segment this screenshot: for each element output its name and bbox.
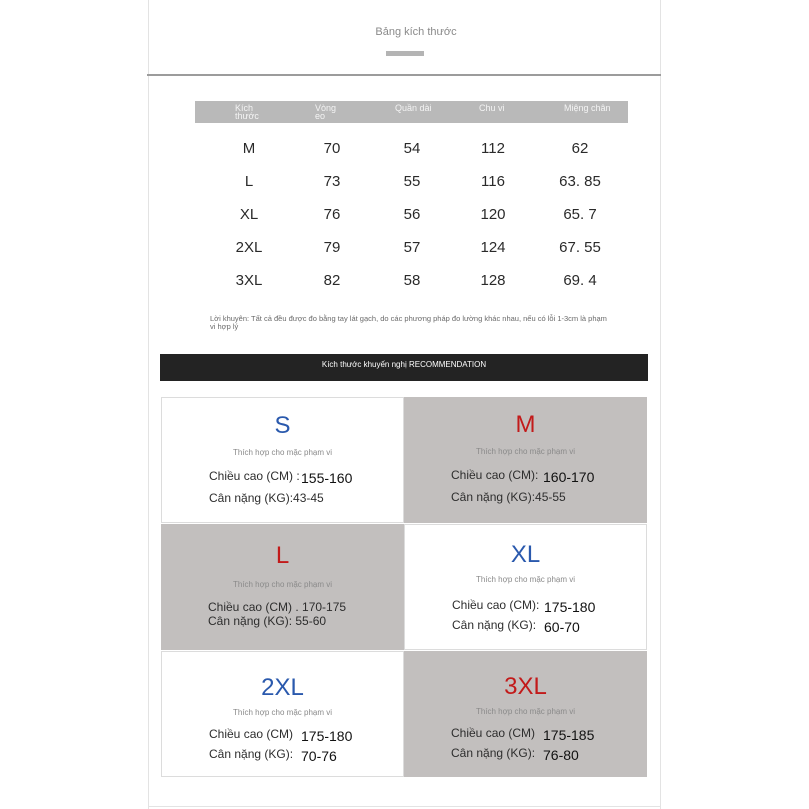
cell-leg-opening: 69. 4 <box>563 272 597 289</box>
cell-length: 55 <box>403 173 421 190</box>
card-size-s <box>161 397 404 523</box>
weight-label: Cân nặng (KG): <box>452 618 537 632</box>
recommendation-bar: Kích thước khuyến nghị RECOMMENDATION <box>160 354 648 381</box>
header-waist: Vòng eo <box>315 103 337 121</box>
size-label: 3XL <box>504 673 547 700</box>
table-row <box>0 272 809 294</box>
cell-waist: 70 <box>323 140 341 157</box>
cell-size: 2XL <box>235 239 263 256</box>
frame-line-right <box>660 0 661 809</box>
table-row <box>0 206 809 228</box>
height-label: Chiều cao (CM) <box>451 726 536 740</box>
fit-range-caption: Thích hợp cho mặc phạm vi <box>232 708 333 717</box>
cell-size: XL <box>239 206 259 223</box>
card-size-l <box>161 524 404 650</box>
weight-label: Cân nặng (KG):45-55 <box>451 490 566 504</box>
cell-circumference: 116 <box>481 173 505 190</box>
weight-label: Cân nặng (KG):43-45 <box>209 491 324 505</box>
size-label: L <box>275 542 290 569</box>
header-leg-opening: Miệng chân <box>564 103 611 113</box>
cell-waist: 76 <box>323 206 341 223</box>
height-label: Chiều cao (CM): <box>452 598 540 612</box>
size-label: XL <box>510 541 541 568</box>
cell-waist: 79 <box>323 239 341 256</box>
weight-value: 76-80 <box>543 747 579 763</box>
card-size-xl <box>404 524 647 650</box>
height-value: 160-170 <box>543 469 595 485</box>
card-size-2xl <box>161 651 404 777</box>
height-label: Chiều cao (CM): <box>451 468 539 482</box>
height-label: Chiều cao (CM) <box>209 727 294 741</box>
frame-line-left <box>148 0 149 809</box>
page-title: Bảng kích thước <box>375 26 457 38</box>
cell-length: 56 <box>403 206 421 223</box>
cell-length: 57 <box>403 239 421 256</box>
frame-line-bottom <box>148 806 661 807</box>
height-label: Chiều cao (CM) : <box>209 469 300 483</box>
height-value: 175-180 <box>301 728 353 744</box>
weight-label: Cân nặng (KG): <box>209 747 294 761</box>
recommendation-grid <box>161 397 649 778</box>
weight-label: Cân nặng (KG): <box>451 746 536 760</box>
height-value: 155-160 <box>301 470 353 486</box>
title-underline <box>386 51 424 56</box>
cell-circumference: 128 <box>480 272 506 289</box>
height-value: 175-185 <box>543 727 595 743</box>
weight-value: 70-76 <box>301 748 337 764</box>
fit-range-caption: Thích hợp cho mặc phạm vi <box>475 447 576 456</box>
cell-leg-opening: 65. 7 <box>563 206 597 223</box>
cell-waist: 82 <box>323 272 341 289</box>
measurement-note: Lời khuyên: Tất cả đều được đo bằng tay lát gạch, do các phương pháp đo lường khác nhau, nếu có lỗi 1-3cm là phạm vi hợp lý <box>210 314 607 331</box>
table-row <box>0 140 809 162</box>
cell-circumference: 120 <box>480 206 506 223</box>
fit-range-caption: Thích hợp cho mặc phạm vi <box>232 580 333 589</box>
size-table-header <box>195 101 628 123</box>
cell-length: 54 <box>403 140 421 157</box>
weight-value: 60-70 <box>544 619 580 635</box>
table-row <box>0 173 809 195</box>
fit-range-caption: Thích hợp cho mặc phạm vi <box>232 448 333 457</box>
weight-label: Cân nặng (KG): 55-60 <box>208 614 327 628</box>
cell-circumference: 124 <box>480 239 506 256</box>
cell-size: 3XL <box>235 272 263 289</box>
cell-circumference: 112 <box>481 140 505 157</box>
cell-leg-opening: 63. 85 <box>559 173 601 190</box>
height-label: Chiều cao (CM) . 170-175 <box>208 600 347 614</box>
height-value: 175-180 <box>544 599 596 615</box>
cell-leg-opening: 62 <box>571 140 589 157</box>
size-label: 2XL <box>261 674 304 701</box>
size-label: M <box>515 411 536 438</box>
card-size-m <box>404 397 647 523</box>
fit-range-caption: Thích hợp cho mặc phạm vi <box>475 575 576 584</box>
cell-length: 58 <box>403 272 421 289</box>
header-size: Kích thước <box>235 103 259 121</box>
header-length: Quần dài <box>395 103 432 113</box>
header-circumference: Chu vi <box>479 103 505 113</box>
fit-range-caption: Thích hợp cho mặc phạm vi <box>475 707 576 716</box>
title-divider <box>147 74 661 76</box>
card-size-3xl <box>404 651 647 777</box>
cell-waist: 73 <box>323 173 341 190</box>
table-row <box>0 239 809 261</box>
cell-size: L <box>244 173 254 190</box>
cell-leg-opening: 67. 55 <box>559 239 601 256</box>
cell-size: M <box>242 140 256 157</box>
size-label: S <box>274 412 291 439</box>
